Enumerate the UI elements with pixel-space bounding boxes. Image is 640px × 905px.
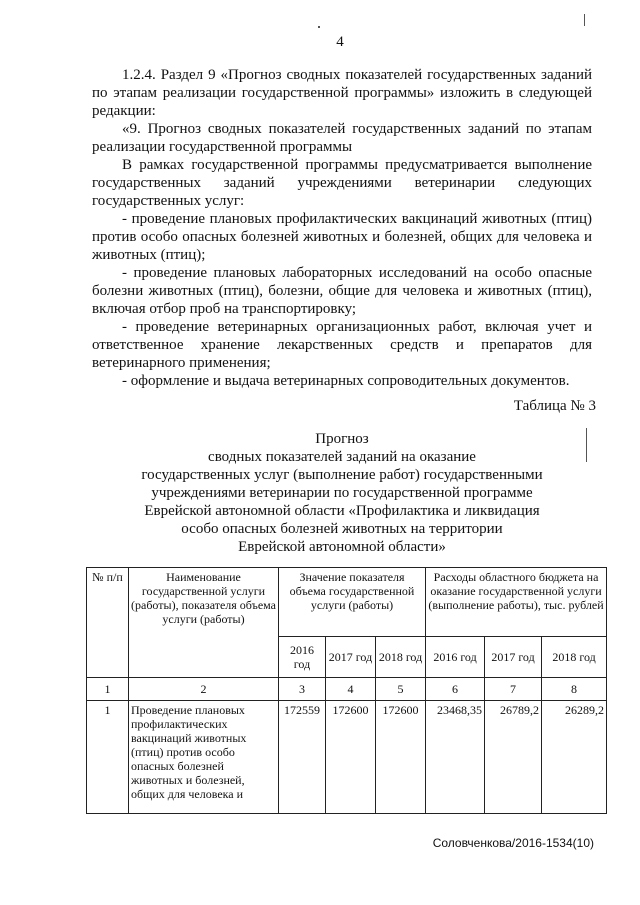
page-number: 4	[336, 34, 344, 50]
header-expenses: Расходы областного бюджета на оказание государственной услуги (выполнение работы), тыс. рублей	[426, 568, 607, 637]
table-title-line: учреждениями ветеринарии по государственной программе	[151, 485, 533, 501]
paragraph: - проведение ветеринарных организационных работ, включая учет и ответственное хранение лекарственных средств и препаратов для ветеринарного применения;	[92, 319, 592, 371]
scan-mark	[584, 14, 585, 26]
table-title-line: Еврейской автономной области»	[238, 539, 446, 555]
column-number: 4	[326, 678, 376, 701]
paragraph: В рамках государственной программы предусматривается выполнение государственных заданий учреждениями ветеринарии следующих государственных услуг:	[92, 157, 592, 209]
row-value: 23468,35	[426, 701, 485, 814]
table-row	[87, 701, 607, 814]
row-value: 172600	[326, 701, 376, 814]
header-name: Наименование государственной услуги (работы), показателя объема услуги (работы)	[129, 568, 279, 678]
row-value: 172559	[279, 701, 326, 814]
column-number: 2	[129, 678, 279, 701]
column-number: 8	[542, 678, 607, 701]
row-value: 26789,2	[485, 701, 542, 814]
footer-code: Соловченкова/2016-1534(10)	[432, 836, 594, 850]
header-year: 2016 год	[279, 637, 326, 678]
row-name: Проведение плановых профилактических вакцинаций животных (птиц) против особо опасных болезней животных и болезней, общих для человека и	[129, 701, 279, 814]
header-num: № п/п	[87, 568, 129, 678]
header-year: 2017 год	[485, 637, 542, 678]
header-year: 2018 год	[376, 637, 426, 678]
body-text	[92, 66, 592, 390]
forecast-table	[86, 567, 607, 814]
column-number: 1	[87, 678, 129, 701]
column-number: 5	[376, 678, 426, 701]
paragraph: - проведение плановых лабораторных исследований на особо опасные болезни животных (птиц), болезни, общие для человека и животных (птиц), включая отбор проб на транспортировку;	[92, 265, 592, 317]
column-number: 3	[279, 678, 326, 701]
column-number: 7	[485, 678, 542, 701]
column-number-row	[87, 678, 607, 701]
table-title-line: особо опасных болезней животных на территории	[181, 521, 503, 537]
scan-mark	[318, 26, 320, 28]
paragraph: «9. Прогноз сводных показателей государственных заданий по этапам реализации государственной программы	[92, 121, 592, 155]
table-title-line: Прогноз	[315, 431, 369, 447]
header-year: 2018 год	[542, 637, 607, 678]
table-title-line: Еврейской автономной области «Профилактика и ликвидация	[144, 503, 540, 519]
row-value: 172600	[376, 701, 426, 814]
table-label: Таблица № 3	[513, 398, 596, 414]
table-title	[92, 430, 592, 556]
header-year: 2017 год	[326, 637, 376, 678]
table-header-row	[87, 568, 607, 637]
table-title-line: сводных показателей заданий на оказание	[208, 449, 476, 465]
paragraph: 1.2.4. Раздел 9 «Прогноз сводных показателей государственных заданий по этапам реализации государственной программы» изложить в следующей редакции:	[92, 67, 592, 119]
paragraph: - проведение плановых профилактических вакцинаций животных (птиц) против особо опасных болезней животных и болезней, общих для человека и животных (птиц);	[92, 211, 592, 263]
row-value: 26289,2	[542, 701, 607, 814]
header-indicator: Значение показателя объема государственной услуги (работы)	[279, 568, 426, 637]
row-num: 1	[87, 701, 129, 814]
header-year: 2016 год	[426, 637, 485, 678]
column-number: 6	[426, 678, 485, 701]
paragraph: - оформление и выдача ветеринарных сопроводительных документов.	[122, 373, 570, 389]
table-title-line: государственных услуг (выполнение работ) государственными	[141, 467, 543, 483]
